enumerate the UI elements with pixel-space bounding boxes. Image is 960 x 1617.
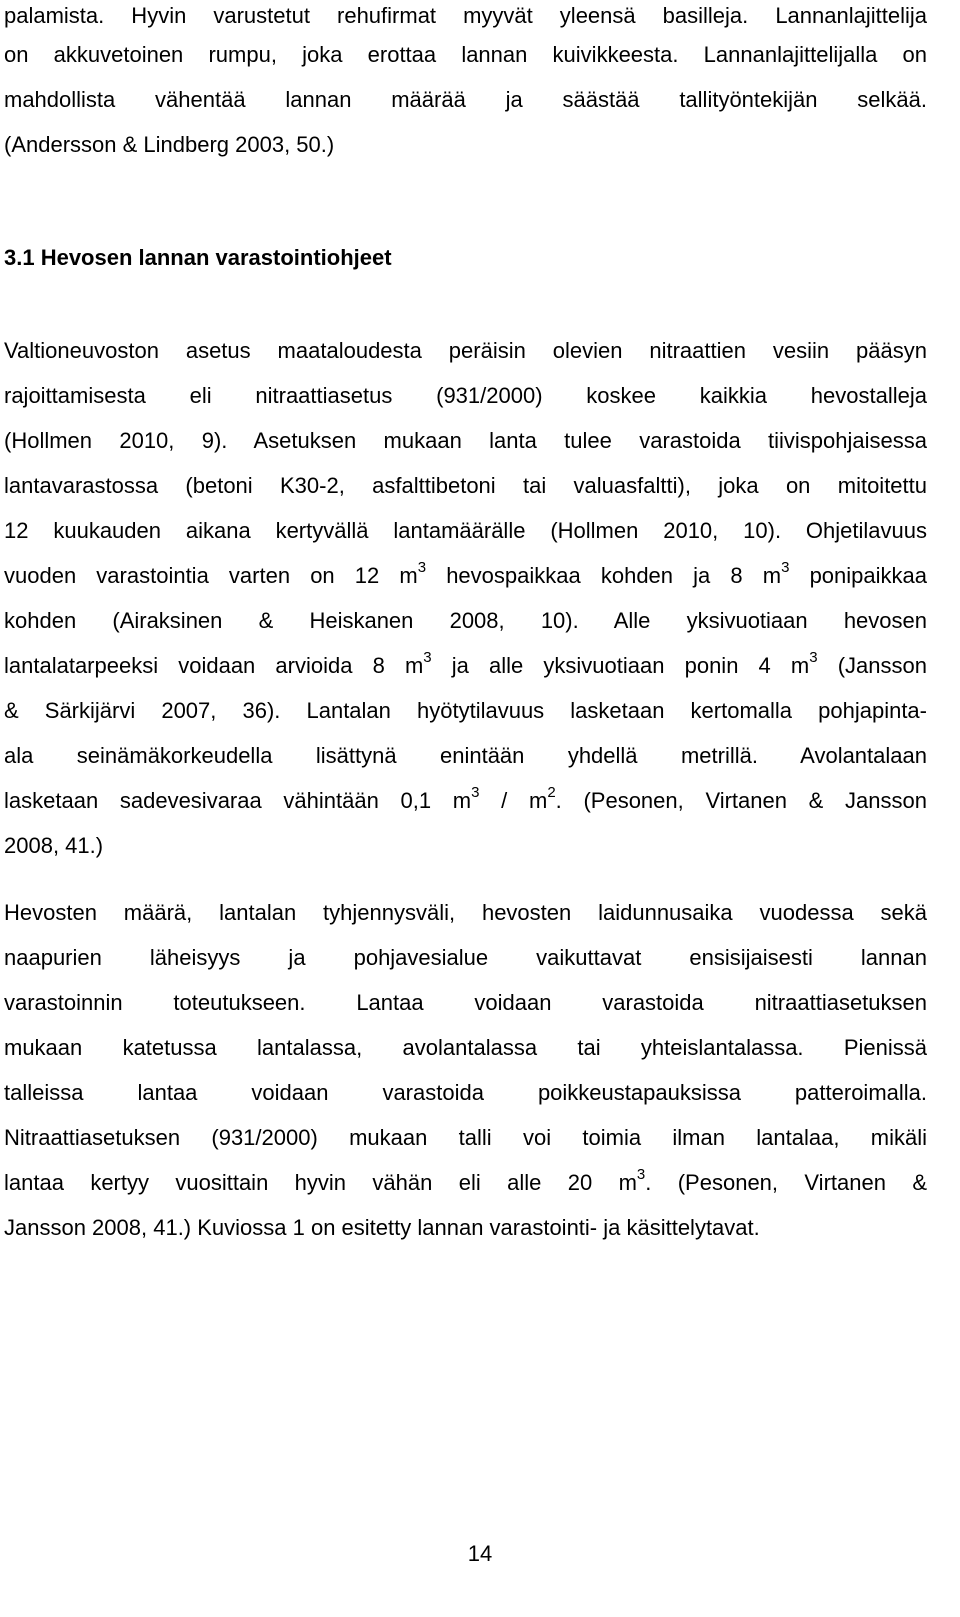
paragraph-line: Nitraattiasetuksen (931/2000) mukaan talli voi toimia ilman lantalaa, mikäli (4, 1125, 927, 1150)
paragraph-line: on akkuvetoinen rumpu, joka erottaa lannan kuivikkeesta. Lannanlajittelijalla on (4, 42, 927, 67)
paragraph-line: mahdollista vähentää lannan määrää ja säästää tallityöntekijän selkää. (4, 87, 927, 112)
paragraph-line: ala seinämäkorkeudella lisättynä enintään yhdellä metrillä. Avolantalaan (4, 743, 927, 768)
superscript: 3 (809, 648, 818, 666)
paragraph-line: Valtioneuvoston asetus maataloudesta peräisin olevien nitraattien vesiin pääsyn (4, 338, 927, 363)
paragraph-line: vuoden varastointia varten on 12 $m^3$ hevospaikkaa kohden ja 8 $m^3$ ponipaikkaa (4, 558, 927, 588)
paragraph-line: kohden (Airaksinen & Heiskanen 2008, 10). Alle yksivuotiaan hevosen (4, 608, 927, 633)
superscript: 3 (417, 558, 427, 576)
page-number: 14 (467, 1541, 493, 1566)
paragraph-line: & Särkijärvi 2007, 36). Lantalan hyötytilavuus lasketaan kertomalla pohjapinta- (4, 698, 927, 723)
superscript: 2 (547, 783, 556, 801)
paragraph-line: lasketaan sadevesivaraa vähintään 0,1 $m^3 / m^2$. (Pesonen, Virtanen & Jansson (4, 783, 927, 813)
paragraph-line: varastoinnin toteutukseen. Lantaa voidaan varastoida nitraattiasetuksen (4, 990, 927, 1015)
paragraph-line: (Hollmen 2010, 9). Asetuksen mukaan lanta tulee varastoida tiivispohjaisessa (4, 428, 927, 453)
paragraph-line: palamista. Hyvin varustetut rehufirmat myyvät yleensä basilleja. Lannanlajittelija (4, 3, 927, 28)
paragraph-line: lantaa kertyy vuosittain hyvin vähän eli alle 20 $m^3$. (Pesonen, Virtanen & (4, 1165, 927, 1195)
paragraph-line: Jansson 2008, 41.) Kuviossa 1 on esitetty lannan varastointi- ja käsittelytavat. (4, 1215, 760, 1240)
superscript: 3 (471, 783, 480, 801)
section-heading: 3.1 Hevosen lannan varastointiohjeet (4, 245, 392, 270)
superscript: 3 (636, 1165, 646, 1183)
paragraph-line: rajoittamisesta eli nitraattiasetus (931/2000) koskee kaikkia hevostalleja (4, 383, 927, 408)
paragraph-line: Hevosten määrä, lantalan tyhjennysväli, hevosten laidunnusaika vuodessa sekä (4, 900, 927, 925)
superscript: 3 (781, 558, 790, 576)
paragraph-line: talleissa lantaa voidaan varastoida poikkeustapauksissa patteroimalla. (4, 1080, 927, 1105)
paragraph-line: lantalatarpeeksi voidaan arvioida 8 $m^3$ ja alle yksivuotiaan ponin 4 $m^3$ (Jansson (4, 648, 927, 678)
paragraph-line: (Andersson & Lindberg 2003, 50.) (4, 132, 335, 157)
superscript: 3 (423, 648, 432, 666)
paragraph-line: mukaan katetussa lantalassa, avolantalassa tai yhteislantalassa. Pienissä (4, 1035, 927, 1060)
paragraph-line: 2008, 41.) (4, 833, 104, 858)
paragraph-line: naapurien läheisyys ja pohjavesialue vaikuttavat ensisijaisesti lannan (4, 945, 927, 970)
paragraph-line: 12 kuukauden aikana kertyvällä lantamäärälle (Hollmen 2010, 10). Ohjetilavuus (4, 518, 927, 543)
paragraph-line: lantavarastossa (betoni K30-2, asfalttibetoni tai valuasfaltti), joka on mitoitettu (4, 473, 927, 498)
